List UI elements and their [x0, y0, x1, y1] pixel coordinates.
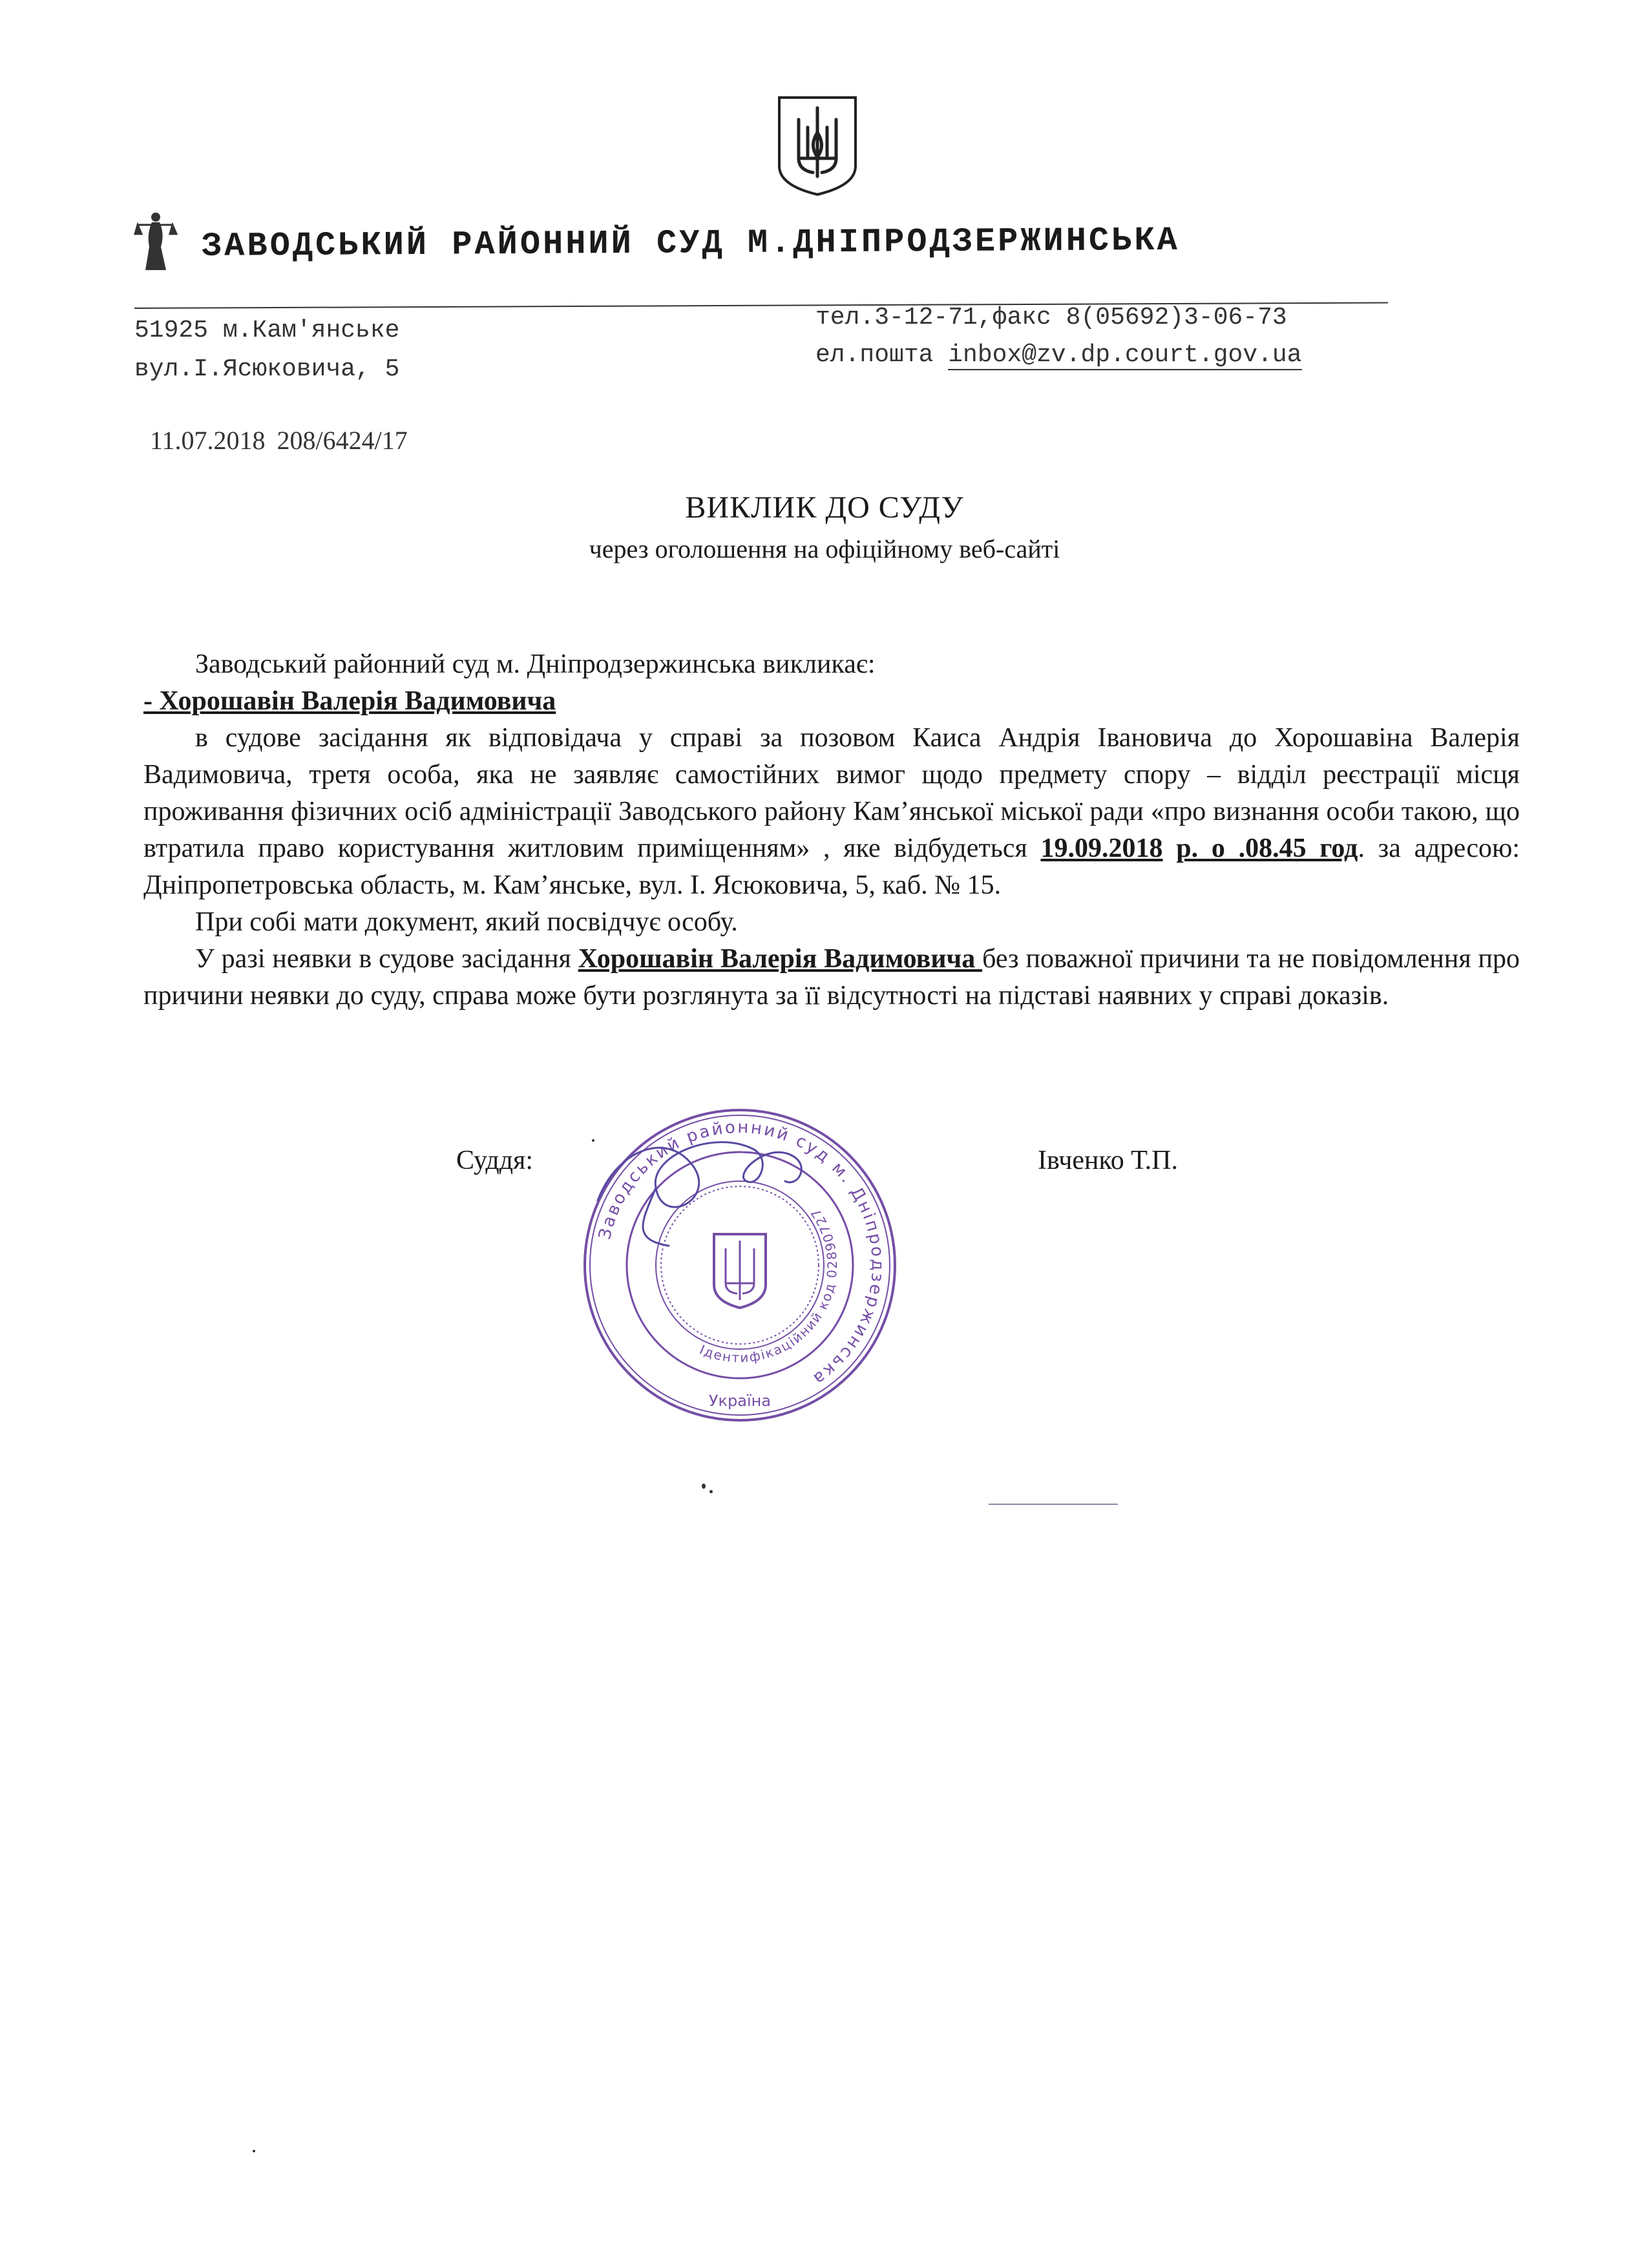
speck	[592, 1139, 594, 1142]
email-label: ел.пошта	[815, 341, 934, 369]
speck	[702, 1484, 706, 1489]
document-subtitle: через оголошення на офіційному веб-сайті	[589, 534, 1060, 563]
stamp-country: Україна	[708, 1392, 772, 1410]
addressee-name: - Хорошавін Валерія Вадимовича	[143, 686, 556, 716]
svg-text:Ідентифікаційний код 02890727: Ідентифікаційний код 02890727	[697, 1204, 841, 1366]
phone-fax: тел.3-12-71,факс 8(05692)3-06-73	[815, 304, 1287, 331]
address-line-2: вул.І.Ясюковича, 5	[134, 355, 400, 383]
document-body	[143, 646, 1520, 1014]
faint-mark	[989, 1504, 1118, 1505]
speck	[709, 1490, 713, 1493]
svg-text:Заводський районний суд м. Дні: Заводський районний суд м. Дніпродзержинська	[595, 1117, 888, 1390]
absence-paragraph	[143, 941, 1520, 1014]
address-line-1: 51925 м.Кам'янське	[134, 317, 400, 344]
hearing-text-start: в судове засідання як відповідача у справі за позовом Каиса Андрія Івановича до Хорошавіна Валерія Вадимовича, третя особа, яка не заявляє самостійних вимог щодо предмету спору – відділ реєстрації місця проживання фізичних осіб адміністрації Заводського району Кам’янської міської ради «про визнання особи такою, що втратила право користування житловим приміщенням» , яке відбудеться	[143, 723, 1520, 863]
absence-name: Хорошавін Валерія Вадимовича	[578, 944, 983, 974]
hearing-address: . за адресою: Дніпропетровська область, м. Кам’янське, вул. І. Ясюковича, 5, каб. № 15.	[143, 834, 1520, 900]
absence-text-end: без поважної причини та не повідомлення про причини неявки до суду, справа може бути розглянута за її відсутності на підставі наявних у справі доказів.	[143, 944, 1520, 1011]
judge-label: Суддя:	[456, 1146, 534, 1175]
absence-text-start: У разі неявки в судове засідання	[195, 944, 578, 974]
coat-of-arms-icon	[775, 94, 859, 197]
speck	[253, 2150, 255, 2152]
hearing-time: р. о .08.45 год	[1176, 834, 1358, 863]
judge-name: Івченко Т.П.	[1038, 1146, 1179, 1175]
case-number: 208/6424/17	[277, 426, 408, 455]
court-stamp	[559, 1091, 921, 1427]
reference-line	[150, 425, 408, 456]
document-title: ВИКЛИК ДО СУДУ	[685, 490, 964, 525]
id-document-paragraph: При собі мати документ, який посвідчує особу.	[195, 907, 738, 937]
themis-logo-icon	[132, 208, 178, 273]
intro-paragraph: Заводський районний суд м. Дніпродзержинська викликає:	[195, 649, 876, 679]
court-name: ЗАВОДСЬКИЙ РАЙОННИЙ СУД М.ДНІПРОДЗЕРЖИНСЬКА	[201, 221, 1180, 266]
hearing-date: 19.09.2018	[1040, 834, 1163, 863]
email-address[interactable]: inbox@zv.dp.court.gov.ua	[948, 341, 1302, 369]
reference-date: 11.07.2018	[150, 426, 266, 455]
email-line	[815, 341, 1302, 369]
hearing-paragraph	[143, 720, 1520, 904]
